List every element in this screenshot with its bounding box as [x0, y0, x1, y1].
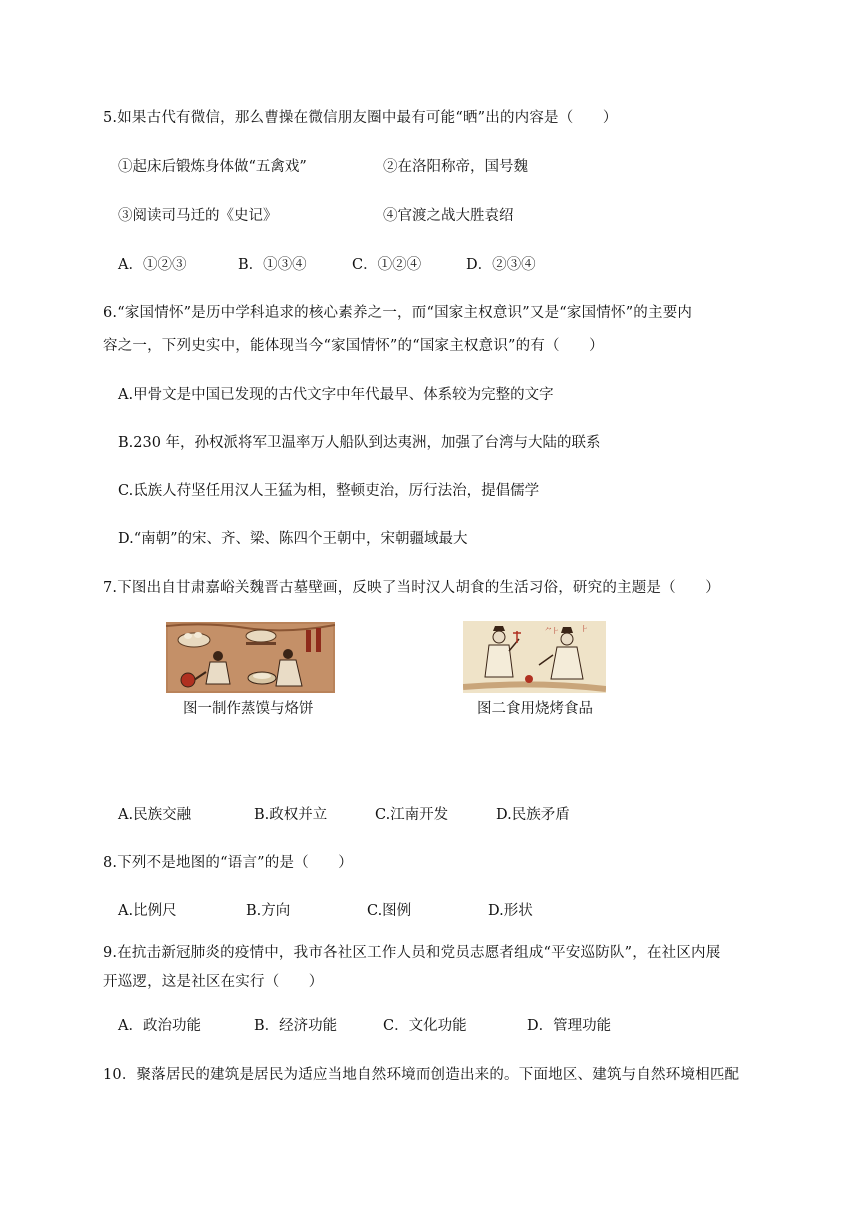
q8-stem: 8.下列不是地图的“语言”的是（ ）	[103, 855, 353, 871]
q6-stem-line1: 6.“家国情怀”是历中学科追求的核心素养之一，而“国家主权意识”又是“家国情怀”的主要内	[103, 305, 693, 321]
q5-stem: 5.如果古代有微信，那么曹操在微信朋友圈中最有可能“晒”出的内容是（ ）	[103, 110, 618, 126]
q9-option-a: A．政治功能	[118, 1018, 201, 1034]
q6-option-b: B.230 年，孙权派将军卫温率万人船队到达夷洲，加强了台湾与大陆的联系	[118, 435, 601, 451]
q8-option-d: D.形状	[488, 903, 533, 919]
q5-item-4: ④官渡之战大胜袁绍	[383, 208, 514, 224]
q7-option-a: A.民族交融	[118, 807, 192, 823]
q5-option-c: C．①②④	[352, 257, 422, 273]
q5-option-b: B．①③④	[238, 257, 307, 273]
q5-option-a: A．①②③	[118, 257, 187, 273]
q5-option-d: D．②③④	[466, 257, 536, 273]
q6-stem-line2: 容之一，下列史实中，能体现当今“家国情怀”的“国家主权意识”的有（ ）	[103, 338, 604, 354]
q5-item-2: ②在洛阳称帝，国号魏	[383, 159, 528, 175]
q5-item-1: ①起床后锻炼身体做“五禽戏”	[118, 159, 307, 175]
q6-option-c: C.氐族人苻坚任用汉人王猛为相，整顿吏治，厉行法治，提倡儒学	[118, 483, 540, 499]
q9-stem-line2: 开巡逻，这是社区在实行（ ）	[103, 974, 324, 990]
q5-item-3: ③阅读司马迁的《史记》	[118, 208, 278, 224]
q8-option-a: A.比例尺	[118, 903, 177, 919]
q8-option-c: C.图例	[367, 903, 412, 919]
q7-option-b: B.政权并立	[254, 807, 328, 823]
svg-text:⺊: ⺊	[581, 625, 588, 633]
q10-stem: 10．聚落居民的建筑是居民为适应当地自然环境而创造出来的。下面地区、建筑与自然环境相匹配	[103, 1067, 740, 1083]
q9-option-c: C．文化功能	[383, 1018, 467, 1034]
q8-option-b: B.方向	[246, 903, 291, 919]
q7-option-d: D.民族矛盾	[496, 807, 570, 823]
q9-option-d: D．管理功能	[527, 1018, 612, 1034]
mural-steamed-bread-image	[166, 622, 335, 693]
figure2-caption: 图二食用烧烤食品	[477, 701, 593, 717]
q7-stem: 7.下图出自甘肃嘉峪关魏晋古墓壁画，反映了当时汉人胡食的生活习俗，研究的主题是（ ）	[103, 580, 720, 596]
q6-option-d: D.“南朝”的宋、齐、梁、陈四个王朝中，宋朝疆域最大	[118, 531, 468, 547]
figure1-caption: 图一制作蒸馍与烙饼	[183, 701, 314, 717]
q9-stem-line1: 9.在抗击新冠肺炎的疫情中，我市各社区工作人员和党员志愿者组成“平安巡防队”，在社区内展	[103, 945, 721, 961]
mural-barbecue-image	[463, 621, 606, 693]
q6-option-a: A.甲骨文是中国已发现的古代文字中年代最早、体系较为完整的文字	[118, 387, 554, 403]
q9-option-b: B．经济功能	[254, 1018, 338, 1034]
q7-option-c: C.江南开发	[375, 807, 449, 823]
svg-text:⺈⺊: ⺈⺊	[545, 627, 559, 635]
